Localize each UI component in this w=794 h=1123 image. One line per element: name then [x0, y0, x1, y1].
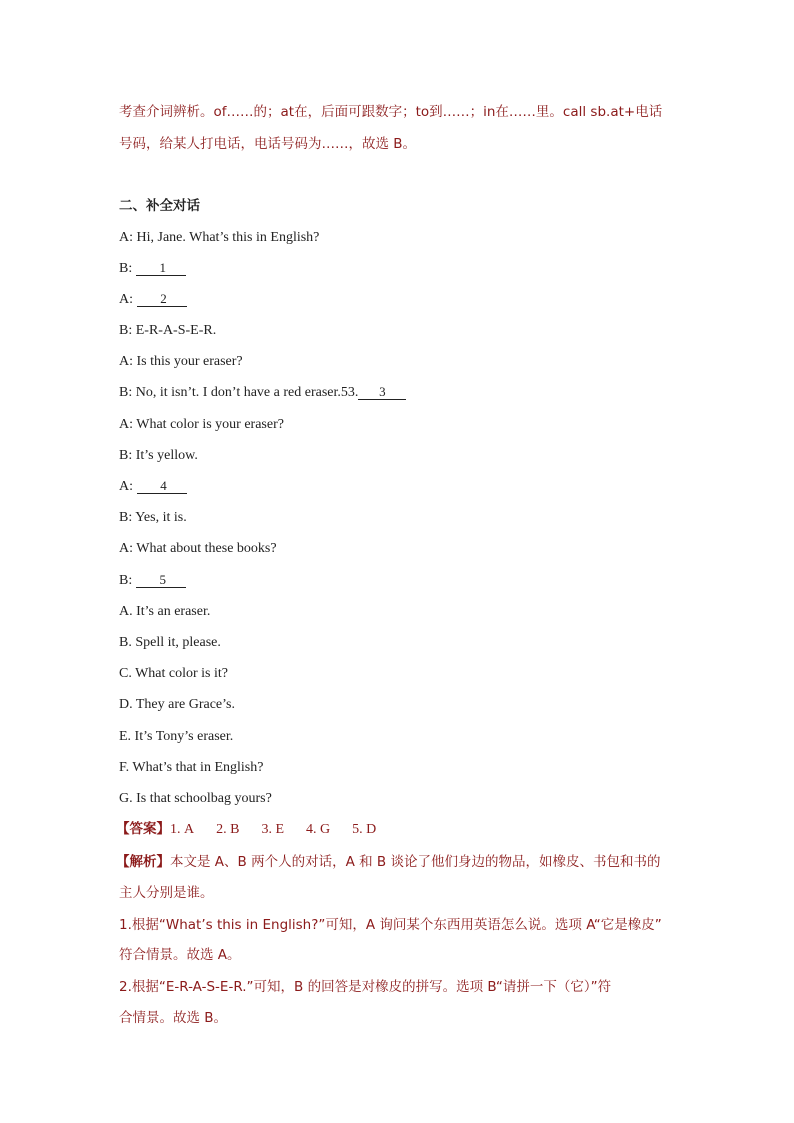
- option-e: E. It’s Tony’s eraser.: [119, 729, 234, 744]
- answer-item: 4. G: [306, 822, 331, 837]
- option-c: C. What color is it?: [119, 666, 228, 681]
- answer-line: [116, 820, 376, 839]
- dialogue-line-2: [119, 260, 186, 278]
- utterance: No, it isn’t. I don’t have a red eraser.53.: [135, 385, 359, 400]
- speaker: A:: [119, 479, 133, 494]
- blank-4: 4: [137, 478, 187, 494]
- answer-item: 2. B: [216, 822, 240, 837]
- speaker: B:: [119, 323, 133, 338]
- answer-label: 【答案】: [116, 821, 170, 837]
- speaker: B:: [119, 573, 133, 588]
- answer-item: 3. E: [261, 822, 285, 837]
- option-f: F. What’s that in English?: [119, 760, 264, 775]
- option-b: B. Spell it, please.: [119, 635, 221, 650]
- analysis-line-3: 1.根据“What’s this in English?”可知，A 询问某个东西用英语怎么说。选项 A“它是橡皮”: [119, 917, 662, 933]
- analysis-line-1: [116, 853, 660, 871]
- utterance: What color is your eraser?: [136, 417, 284, 432]
- analysis-label: 【解析】: [116, 854, 170, 870]
- blank-1: 1: [136, 260, 186, 276]
- speaker: A:: [119, 354, 133, 369]
- analysis-line-2: 主人分别是谁。: [119, 885, 214, 901]
- analysis-line-5: 2.根据“E-R-A-S-E-R.”可知，B 的回答是对橡皮的拼写。选项 B“请拼一下（它）”符: [119, 979, 612, 995]
- utterance: Is this your eraser?: [136, 354, 243, 369]
- answer-item: 1. A: [170, 822, 195, 837]
- speaker: B:: [119, 385, 133, 400]
- dialogue-line-11: [119, 540, 277, 558]
- speaker: A:: [119, 417, 133, 432]
- utterance: It’s yellow.: [135, 448, 198, 463]
- blank-3: 3: [358, 384, 406, 400]
- speaker: B:: [119, 448, 133, 463]
- speaker: A:: [119, 541, 133, 556]
- answer-item: 5. D: [352, 822, 377, 837]
- dialogue-line-10: [119, 509, 187, 527]
- dialogue-line-12: [119, 572, 186, 590]
- dialogue-line-7: [119, 416, 284, 434]
- option-a: A. It’s an eraser.: [119, 604, 211, 619]
- dialogue-line-5: [119, 353, 243, 371]
- speaker: A:: [119, 230, 133, 245]
- section-heading: 二、补全对话: [119, 198, 200, 214]
- analysis-line-4: 符合情景。故选 A。: [119, 947, 241, 963]
- utterance: Hi, Jane. What’s this in English?: [136, 230, 320, 245]
- analysis-line-6: 合情景。故选 B。: [119, 1010, 228, 1026]
- speaker: B:: [119, 261, 133, 276]
- utterance: Yes, it is.: [135, 510, 187, 525]
- analysis-text: 本文是 A、B 两个人的对话，A 和 B 谈论了他们身边的物品，如橡皮、书包和书的: [170, 854, 661, 870]
- option-d: D. They are Grace’s.: [119, 697, 235, 712]
- dialogue-line-8: [119, 447, 198, 465]
- speaker: B:: [119, 510, 133, 525]
- dialogue-line-9: [119, 478, 187, 496]
- prev-analysis-line-2: 号码，给某人打电话，电话号码为……，故选 B。: [119, 136, 417, 152]
- dialogue-line-4: [119, 322, 216, 340]
- utterance: E-R-A-S-E-R.: [135, 323, 217, 338]
- blank-2: 2: [137, 291, 187, 307]
- prev-analysis-line-1: 考查介词辨析。of……的；at在，后面可跟数字；to到……；in在……里。call sb.at+电话: [119, 104, 663, 120]
- blank-5: 5: [136, 572, 186, 588]
- option-g: G. Is that schoolbag yours?: [119, 791, 272, 806]
- utterance: What about these books?: [136, 541, 277, 556]
- dialogue-line-1: [119, 229, 319, 247]
- speaker: A:: [119, 292, 133, 307]
- dialogue-line-3: [119, 291, 187, 309]
- dialogue-line-6: [119, 384, 406, 402]
